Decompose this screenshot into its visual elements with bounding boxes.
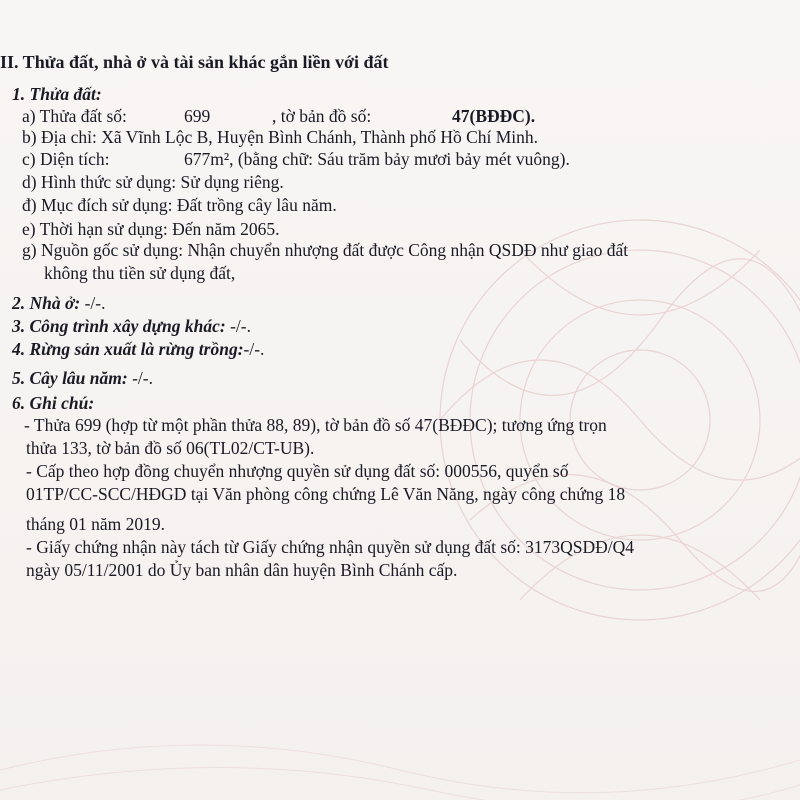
land-heading: 1. Thửa đất: xyxy=(12,84,102,104)
perennial-label: 5. Cây lâu năm: xyxy=(12,368,128,388)
section-title: II. Thửa đất, nhà ở và tài sản khác gắn liền với đất xyxy=(0,52,389,72)
address: b) Địa chỉ: Xã Vĩnh Lộc B, Huyện Bình Chánh, Thành phố Hồ Chí Minh. xyxy=(22,127,539,147)
note-line: thửa 133, tờ bản đồ số 06(TL02/CT-UB). xyxy=(26,438,315,458)
note-line: - Cấp theo hợp đồng chuyển nhượng quyền sử dụng đất số: 000556, quyển số xyxy=(26,461,569,481)
note-line: - Giấy chứng nhận này tách từ Giấy chứng nhận quyền sử dụng đất số: 3173QSDĐ/Q4 xyxy=(26,537,635,557)
forest-label: 4. Rừng sản xuất là rừng trồng: xyxy=(12,339,244,359)
area-value: 677m², (bằng chữ: Sáu trăm bảy mươi bảy mét vuông). xyxy=(184,149,570,169)
house-value: -/-. xyxy=(80,293,106,313)
usage-origin-line2: không thu tiền sử dụng đất, xyxy=(44,263,236,283)
area-label: c) Diện tích: xyxy=(22,149,110,169)
perennial-row xyxy=(12,368,153,388)
usage-origin-line1: g) Nguồn gốc sử dụng: Nhận chuyển nhượng đất được Công nhận QSDĐ như giao đất xyxy=(22,240,629,260)
usage-purpose: đ) Mục đích sử dụng: Đất trồng cây lâu năm. xyxy=(22,195,337,215)
perennial-value: -/-. xyxy=(127,368,153,388)
notes-heading: 6. Ghi chú: xyxy=(12,393,95,413)
construction-label: 3. Công trình xây dựng khác: xyxy=(12,316,226,336)
map-sheet-label: , tờ bản đồ số: xyxy=(272,106,372,126)
note-line: - Thửa 699 (hợp từ một phần thửa 88, 89), tờ bản đồ số 47(BĐĐC); tương ứng trọn xyxy=(24,415,607,435)
house-label: 2. Nhà ở: xyxy=(12,293,81,313)
usage-term: e) Thời hạn sử dụng: Đến năm 2065. xyxy=(22,219,280,239)
note-line: ngày 05/11/2001 do Ủy ban nhân dân huyện Bình Chánh cấp. xyxy=(26,560,458,580)
note-line: tháng 01 năm 2019. xyxy=(26,514,166,534)
house-row xyxy=(12,293,106,313)
construction-row xyxy=(12,316,251,336)
forest-value: -/-. xyxy=(243,339,265,359)
map-sheet-value: 47(BĐĐC). xyxy=(452,106,536,126)
construction-value: -/-. xyxy=(225,316,251,336)
note-line: 01TP/CC-SCC/HĐGD tại Văn phòng công chứng Lê Văn Năng, ngày công chứng 18 xyxy=(26,484,626,504)
usage-form: d) Hình thức sử dụng: Sử dụng riêng. xyxy=(22,172,284,192)
forest-row xyxy=(12,339,264,359)
parcel-number-value: 699 xyxy=(184,106,211,126)
parcel-number-label: a) Thửa đất số: xyxy=(22,106,127,126)
